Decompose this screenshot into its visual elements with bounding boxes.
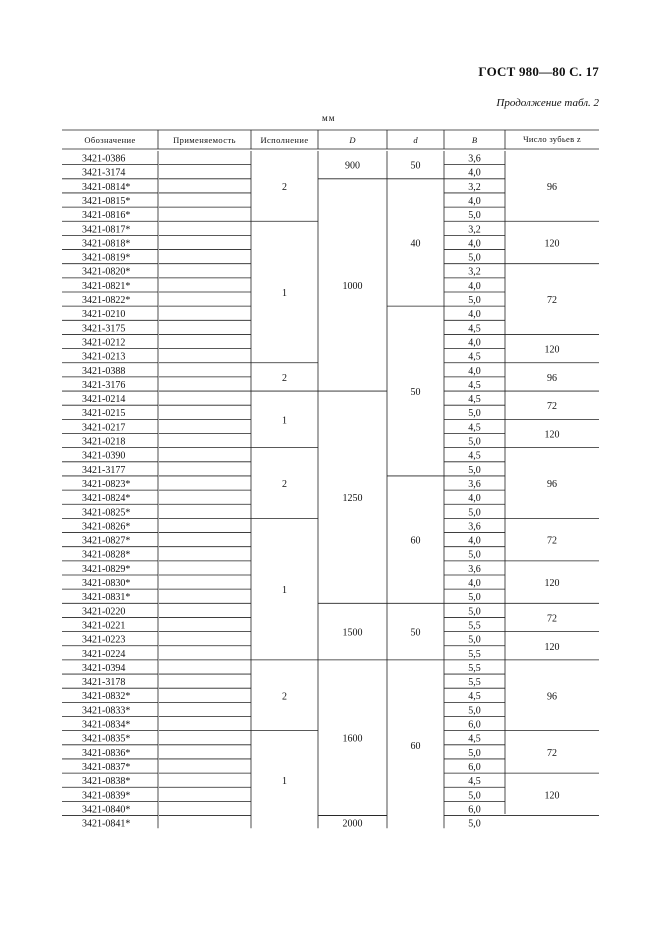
table-row-B: 5,0: [468, 210, 481, 222]
table-row-designation: 3421-0825*: [82, 507, 131, 519]
table-row-designation: 3421-0224: [82, 648, 126, 660]
table-row-designation: 3421-0817*: [82, 224, 131, 236]
table-row-designation: 3421-0215: [82, 408, 126, 420]
unit-label: мм: [322, 113, 336, 123]
teeth-z-value: 72: [547, 535, 557, 547]
table-row-designation: 3421-0820*: [82, 266, 131, 278]
table-row-designation: 3421-0827*: [82, 535, 131, 547]
table-row-B: 3,2: [468, 224, 481, 236]
table-row-B: 5,5: [468, 677, 481, 689]
table-row-designation: 3421-0837*: [82, 761, 131, 773]
table-row-designation: 3421-0829*: [82, 563, 131, 575]
table-row-designation: 3421-0823*: [82, 478, 131, 490]
table-row-designation: 3421-0388: [82, 365, 126, 377]
diameter-D-value: 1250: [342, 493, 363, 505]
table-row-B: 5,0: [468, 818, 481, 830]
ispolnenie-value: 1: [282, 415, 287, 427]
table-row-designation: 3421-3175: [82, 323, 126, 335]
ispolnenie-value: 1: [282, 776, 287, 788]
col-header-teeth: Число зубьев z: [523, 134, 581, 144]
table-row-designation: 3421-0824*: [82, 493, 131, 505]
table-row-designation: 3421-0822*: [82, 295, 131, 306]
table-row-B: 5,5: [468, 662, 481, 674]
col-header-ispolnenie: Исполнение: [260, 135, 309, 145]
diameter-D-value: 1000: [342, 280, 363, 292]
table-row-B: 5,0: [468, 549, 481, 561]
teeth-z-value: 120: [544, 641, 560, 653]
col-header-primenyaemost: Применяемость: [173, 135, 236, 145]
table-row-B: 5,0: [468, 436, 481, 448]
table-row-designation: 3421-0221: [82, 620, 126, 632]
ispolnenie-value: 2: [282, 691, 287, 703]
table-row-designation: 3421-0390: [82, 450, 126, 462]
bore-d-value: 60: [410, 740, 421, 752]
table-row-B: 4,5: [468, 733, 481, 745]
ispolnenie-value: 2: [282, 372, 287, 384]
table-row-B: 4,5: [468, 351, 481, 363]
table-row-designation: 3421-0840*: [82, 804, 131, 816]
table-row-designation: 3421-0220: [82, 606, 126, 618]
table-row-B: 4,5: [468, 379, 481, 391]
table-row-designation: 3421-0834*: [82, 719, 131, 731]
table-row-designation: 3421-0826*: [82, 521, 131, 533]
table-row-designation: 3421-3176: [82, 379, 126, 391]
table-row-B: 4,0: [468, 238, 481, 250]
table-row-B: 3,6: [468, 478, 481, 490]
teeth-z-value: 72: [547, 613, 557, 625]
table-row-B: 4,0: [468, 280, 481, 292]
col-header-d: d: [413, 135, 418, 145]
table-row-B: 5,0: [468, 705, 481, 717]
table-row-designation: 3421-0816*: [82, 210, 131, 222]
table-row-designation: 3421-0818*: [82, 238, 131, 250]
bore-d-value: 60: [410, 535, 421, 547]
table-row-B: 3,6: [468, 563, 481, 575]
bore-d-value: 40: [410, 238, 421, 250]
teeth-z-value: 96: [547, 479, 557, 491]
table-row-designation: 3421-0218: [82, 436, 126, 448]
table-row-designation: 3421-0830*: [82, 578, 131, 589]
teeth-z-value: 72: [547, 747, 557, 759]
table-row-B: 4,0: [468, 195, 481, 207]
table-row-B: 4,5: [468, 323, 481, 335]
table-row-designation: 3421-0821*: [82, 280, 131, 292]
table-row-designation: 3421-0832*: [82, 691, 131, 703]
table-row-designation: 3421-0217: [82, 422, 126, 434]
ispolnenie-value: 1: [282, 288, 287, 299]
table-row-B: 6,0: [468, 719, 481, 731]
table-row-B: 5,5: [468, 648, 481, 660]
table-row-B: 4,5: [468, 691, 481, 703]
table-row-B: 5,0: [468, 252, 481, 264]
table-row-B: 4,0: [468, 535, 481, 547]
table-row-B: 4,0: [468, 493, 481, 505]
table-row-designation: 3421-0838*: [82, 776, 131, 788]
table-row-designation: 3421-3178: [82, 677, 126, 689]
ispolnenie-value: 2: [282, 479, 287, 491]
page-title: ГОСТ 980—80 С. 17: [478, 64, 599, 79]
table-row-designation: 3421-0210: [82, 309, 126, 321]
table-row-B: 5,5: [468, 620, 481, 632]
table-row-B: 6,0: [468, 804, 481, 816]
table-row-B: 6,0: [468, 761, 481, 773]
diameter-D-value: 1600: [342, 733, 363, 745]
table-row-designation: 3421-0831*: [82, 592, 131, 604]
table-row-B: 5,0: [468, 790, 481, 802]
teeth-z-value: 72: [547, 401, 557, 413]
table-continuation-label: Продолжение табл. 2: [496, 97, 599, 109]
table-row-B: 5,0: [468, 464, 481, 476]
table-row-B: 5,0: [468, 747, 481, 759]
table-row-B: 4,0: [468, 337, 481, 349]
teeth-z-value: 120: [544, 578, 560, 590]
teeth-z-value: 96: [547, 372, 557, 384]
table-row-designation: 3421-0394: [82, 662, 126, 674]
table-row-designation: 3421-0213: [82, 351, 126, 363]
table-row-designation: 3421-0815*: [82, 195, 131, 207]
teeth-z-value: 96: [547, 181, 557, 193]
table-row-designation: 3421-0386: [82, 153, 126, 165]
table-row-designation: 3421-0836*: [82, 747, 131, 759]
table-row-designation: 3421-0828*: [82, 549, 131, 561]
col-header-oboznachenie: Обозначение: [84, 135, 136, 145]
teeth-z-value: 72: [547, 295, 557, 307]
table-row-B: 5,0: [468, 507, 481, 519]
table-row-designation: 3421-0833*: [82, 705, 131, 717]
teeth-z-value: 120: [544, 429, 560, 441]
diameter-D-value: 2000: [342, 818, 363, 830]
table-row-B: 4,5: [468, 422, 481, 434]
table-row-designation: 3421-3174: [82, 167, 126, 179]
teeth-z-value: 96: [547, 691, 557, 703]
col-header-B: B: [471, 135, 478, 145]
table-row-designation: 3421-0212: [82, 337, 126, 349]
teeth-z-value: 120: [544, 790, 560, 802]
table-row-B: 4,0: [468, 167, 481, 179]
table-row-B: 5,0: [468, 592, 481, 604]
col-header-D: D: [349, 135, 356, 145]
bore-d-value: 50: [410, 627, 421, 639]
bore-d-value: 50: [410, 160, 421, 172]
table-row-B: 4,5: [468, 776, 481, 788]
table-row-designation: 3421-0814*: [82, 181, 131, 193]
table-row-B: 5,0: [468, 295, 481, 306]
diameter-D-value: 1500: [342, 627, 363, 639]
ispolnenie-value: 1: [282, 585, 287, 597]
table-row-designation: 3421-0223: [82, 634, 126, 646]
table-row-B: 5,0: [468, 408, 481, 420]
table-row-B: 3,2: [468, 266, 481, 278]
teeth-z-value: 120: [544, 344, 560, 356]
table-row-B: 4,0: [468, 309, 481, 321]
table-row-designation: 3421-0839*: [82, 790, 131, 802]
table-row-designation: 3421-0819*: [82, 252, 131, 264]
table-row-B: 3,6: [468, 153, 481, 165]
diameter-D-value: 900: [345, 160, 360, 172]
table-row-designation: 3421-0841*: [82, 818, 131, 830]
table-row-B: 4,5: [468, 450, 481, 462]
table-row-designation: 3421-3177: [82, 464, 126, 476]
teeth-z-value: 120: [544, 238, 560, 250]
table-row-B: 5,0: [468, 634, 481, 646]
table-row-designation: 3421-0835*: [82, 733, 131, 745]
table-row-B: 4,0: [468, 578, 481, 589]
table-row-B: 4,5: [468, 394, 481, 406]
ispolnenie-value: 2: [282, 181, 287, 193]
table-row-B: 3,6: [468, 521, 481, 533]
table-row-B: 3,2: [468, 181, 481, 193]
table-row-B: 4,0: [468, 365, 481, 377]
bore-d-value: 50: [410, 387, 421, 399]
table-row-B: 5,0: [468, 606, 481, 618]
table-row-designation: 3421-0214: [82, 394, 126, 406]
